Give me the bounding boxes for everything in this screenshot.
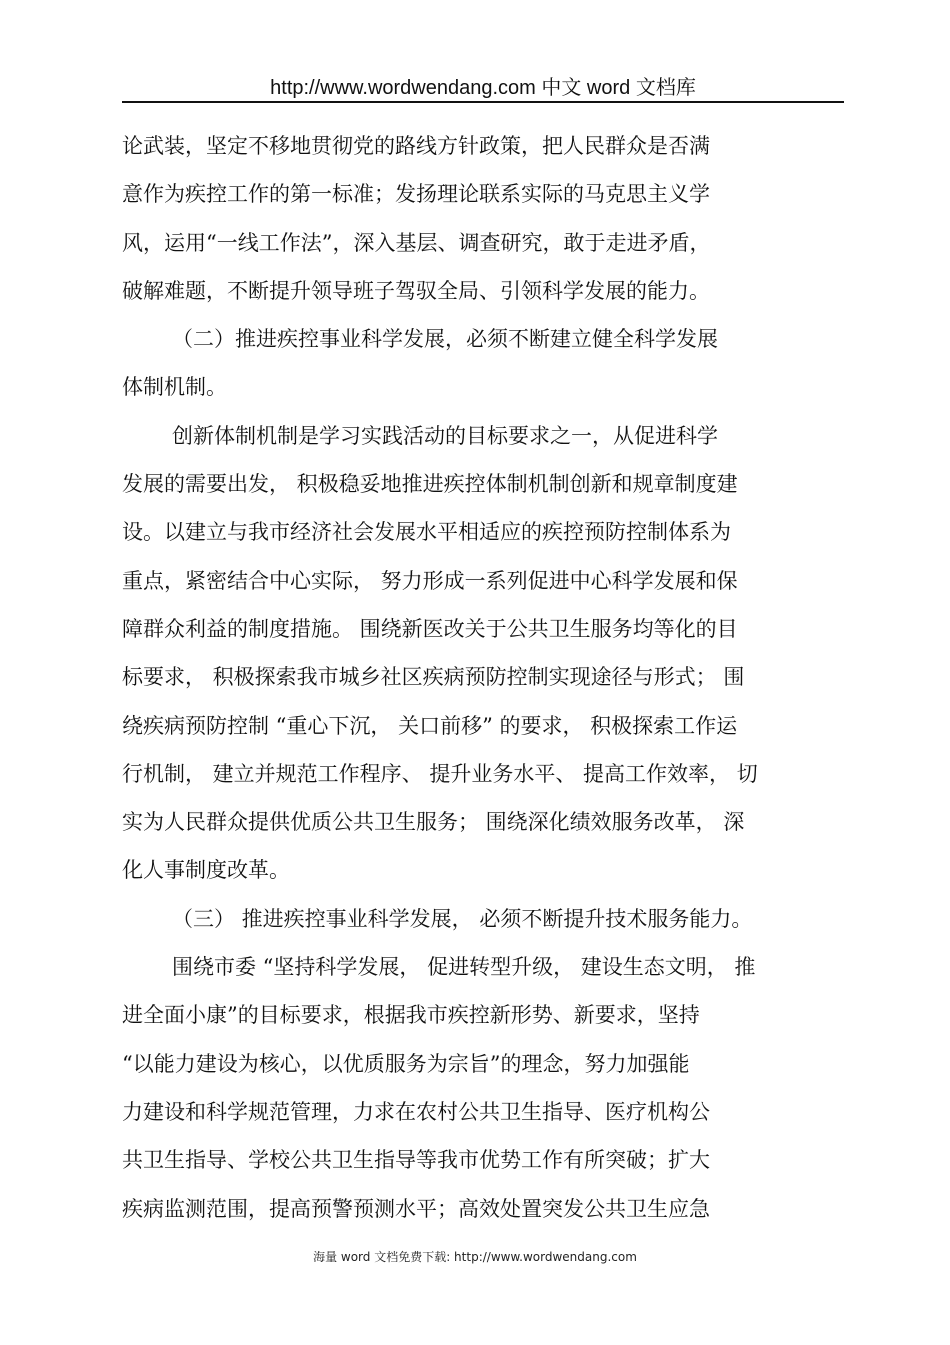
text-line: 围绕市委 “坚持科学发展， 促进转型升级， 建设生态文明， 推 <box>172 955 756 980</box>
section-heading-line: 体制机制。 <box>122 375 227 400</box>
text-line: 化人事制度改革。 <box>122 858 290 883</box>
text-line: 破解难题，不断提升领导班子驾驭全局、引领科学发展的能力。 <box>122 278 710 303</box>
text-line: “以能力建设为核心，以优质服务为宗旨”的理念，努力加强能 <box>122 1051 690 1076</box>
text-line: 重点，紧密结合中心实际， 努力形成一系列促进中心科学发展和保 <box>122 568 738 593</box>
text-line: 障群众利益的制度措施。 围绕新医改关于公共卫生服务均等化的目 <box>122 616 738 641</box>
text-line: 共卫生指导、学校公共卫生指导等我市优势工作有所突破；扩大 <box>122 1148 710 1173</box>
document-body <box>122 122 844 1233</box>
text-line: 意作为疾控工作的第一标准；发扬理论联系实际的马克思主义学 <box>122 182 710 207</box>
text-line: 创新体制机制是学习实践活动的目标要求之一，从促进科学 <box>172 423 718 448</box>
header-divider <box>122 101 844 103</box>
text-line: 进全面小康”的目标要求，根据我市疾控新形势、新要求，坚持 <box>122 1003 700 1028</box>
text-line: 论武装，坚定不移地贯彻党的路线方针政策，把人民群众是否满 <box>122 134 710 158</box>
text-line: 力建设和科学规范管理，力求在农村公共卫生指导、医疗机构公 <box>122 1099 710 1124</box>
section-heading-line: （三） 推进疾控事业科学发展， 必须不断提升技术服务能力。 <box>172 906 753 931</box>
text-line: 实为人民群众提供优质公共卫生服务； 围绕深化绩效服务改革， 深 <box>122 810 745 835</box>
section-heading-line: （二）推进疾控事业科学发展，必须不断建立健全科学发展 <box>172 327 718 352</box>
text-line: 绕疾病预防控制 “重心下沉， 关口前移” 的要求， 积极探索工作运 <box>122 713 738 738</box>
page-header: http://www.wordwendang.com 中文 word 文档库 <box>270 77 696 99</box>
page-footer: 海量 word 文档免费下载: http://www.wordwendang.com <box>313 1250 637 1264</box>
text-line: 标要求， 积极探索我市城乡社区疾病预防控制实现途径与形式； 围 <box>122 665 745 690</box>
text-line: 行机制， 建立并规范工作程序、 提升业务水平、 提高工作效率， 切 <box>122 761 758 786</box>
text-line: 设。以建立与我市经济社会发展水平相适应的疾控预防控制体系为 <box>122 520 731 545</box>
text-line: 风，运用“一线工作法”，深入基层、调查研究，敢于走进矛盾， <box>122 230 711 255</box>
text-line: 发展的需要出发， 积极稳妥地推进疾控体制机制创新和规章制度建 <box>122 472 738 497</box>
text-line: 疾病监测范围，提高预警预测水平；高效处置突发公共卫生应急 <box>122 1196 710 1221</box>
